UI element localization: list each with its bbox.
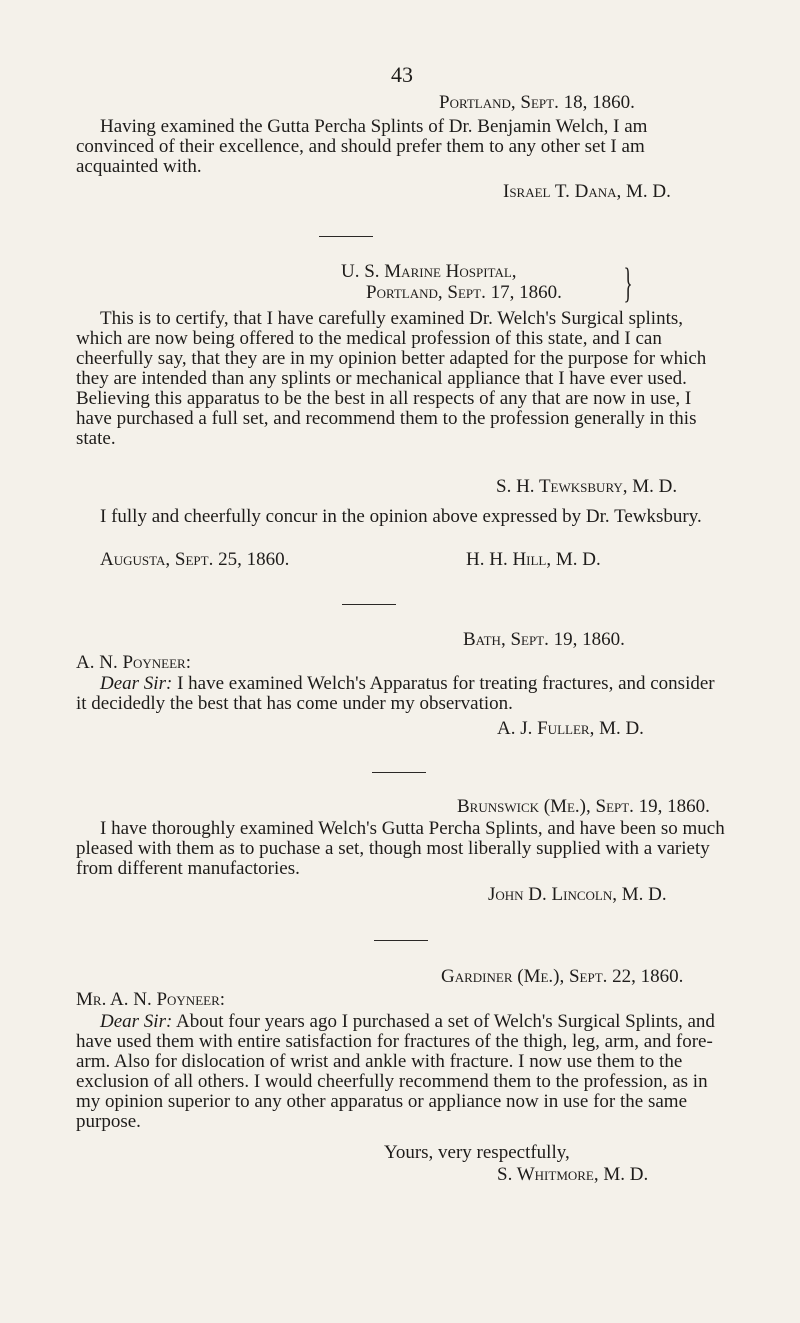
letter-body: About four years ago I purchased a set of Welch's Surgical Splints, and have used them with entire satisfaction for fractures of the thigh, leg, arm, and fore-arm. Also for dislocation of wrist and ankle with fracture. I now use them to the exclusion of all others. I would cheerfully recommend them to the profession, as in my opinion superior to any other apparatus or appliance now in use for the same purpose. xyxy=(76,1011,715,1132)
dateline: Portland, Sept. 17, 1860. xyxy=(366,282,562,303)
section-divider xyxy=(374,940,428,941)
dateline: Portland, Sept. 18, 1860. xyxy=(439,92,635,113)
signature: John D. Lincoln, M. D. xyxy=(488,884,667,905)
dateline-institution: U. S. Marine Hospital, xyxy=(341,261,517,282)
letter-body: I have examined Welch's Apparatus for treating fractures, and consider it decidedly the best that has come under my observation. xyxy=(76,673,715,714)
signature: S. H. Tewksbury, M. D. xyxy=(496,476,678,497)
signature: A. J. Fuller, M. D. xyxy=(497,718,644,739)
place-date: Augusta, Sept. 25, 1860. xyxy=(100,549,290,570)
letter-body: I fully and cheerfully concur in the opinion above expressed by Dr. Tewksbury. xyxy=(100,506,702,527)
closing: Yours, very respectfully, xyxy=(384,1142,570,1163)
signature: Israel T. Dana, M. D. xyxy=(503,181,671,202)
section-divider xyxy=(319,236,373,237)
page-number: 43 xyxy=(391,62,413,87)
salutation: Dear Sir: xyxy=(100,673,173,694)
addressee: A. N. Poyneer: xyxy=(76,652,192,673)
section-divider xyxy=(372,772,426,773)
letter-body-block xyxy=(76,674,728,714)
letter-body: I have thoroughly examined Welch's Gutta Percha Splints, and have been so much pleased with them as to puchase a set, though most liberally supplied with a variety from different manufactories. xyxy=(76,818,725,879)
letter-body-block xyxy=(76,1012,728,1132)
salutation: Dear Sir: xyxy=(100,1011,173,1032)
dateline: Gardiner (Me.), Sept. 22, 1860. xyxy=(441,966,684,987)
brace-icon: } xyxy=(623,261,633,307)
signature: H. H. Hill, M. D. xyxy=(466,549,601,570)
dateline: Bath, Sept. 19, 1860. xyxy=(463,629,625,650)
section-divider xyxy=(342,604,396,605)
addressee: Mr. A. N. Poyneer: xyxy=(76,989,226,1010)
letter-body: This is to certify, that I have carefully examined Dr. Welch's Surgical splints, which are now being offered to the medical profession of this state, and I can cheerfully say, that they are in my opinion better adapted for the purpose for which they are intended than any splints or mechanical appliance that I have ever used. Believing this apparatus to be the best in all respects of any that are now in use, I have purchased a full set, and recommend them to the profession generally in this state. xyxy=(76,308,707,449)
dateline: Brunswick (Me.), Sept. 19, 1860. xyxy=(457,796,710,817)
letter-body: Having examined the Gutta Percha Splints of Dr. Benjamin Welch, I am convinced of their excellence, and should prefer them to any other set I am acquainted with. xyxy=(76,116,648,177)
signature: S. Whitmore, M. D. xyxy=(497,1164,649,1185)
